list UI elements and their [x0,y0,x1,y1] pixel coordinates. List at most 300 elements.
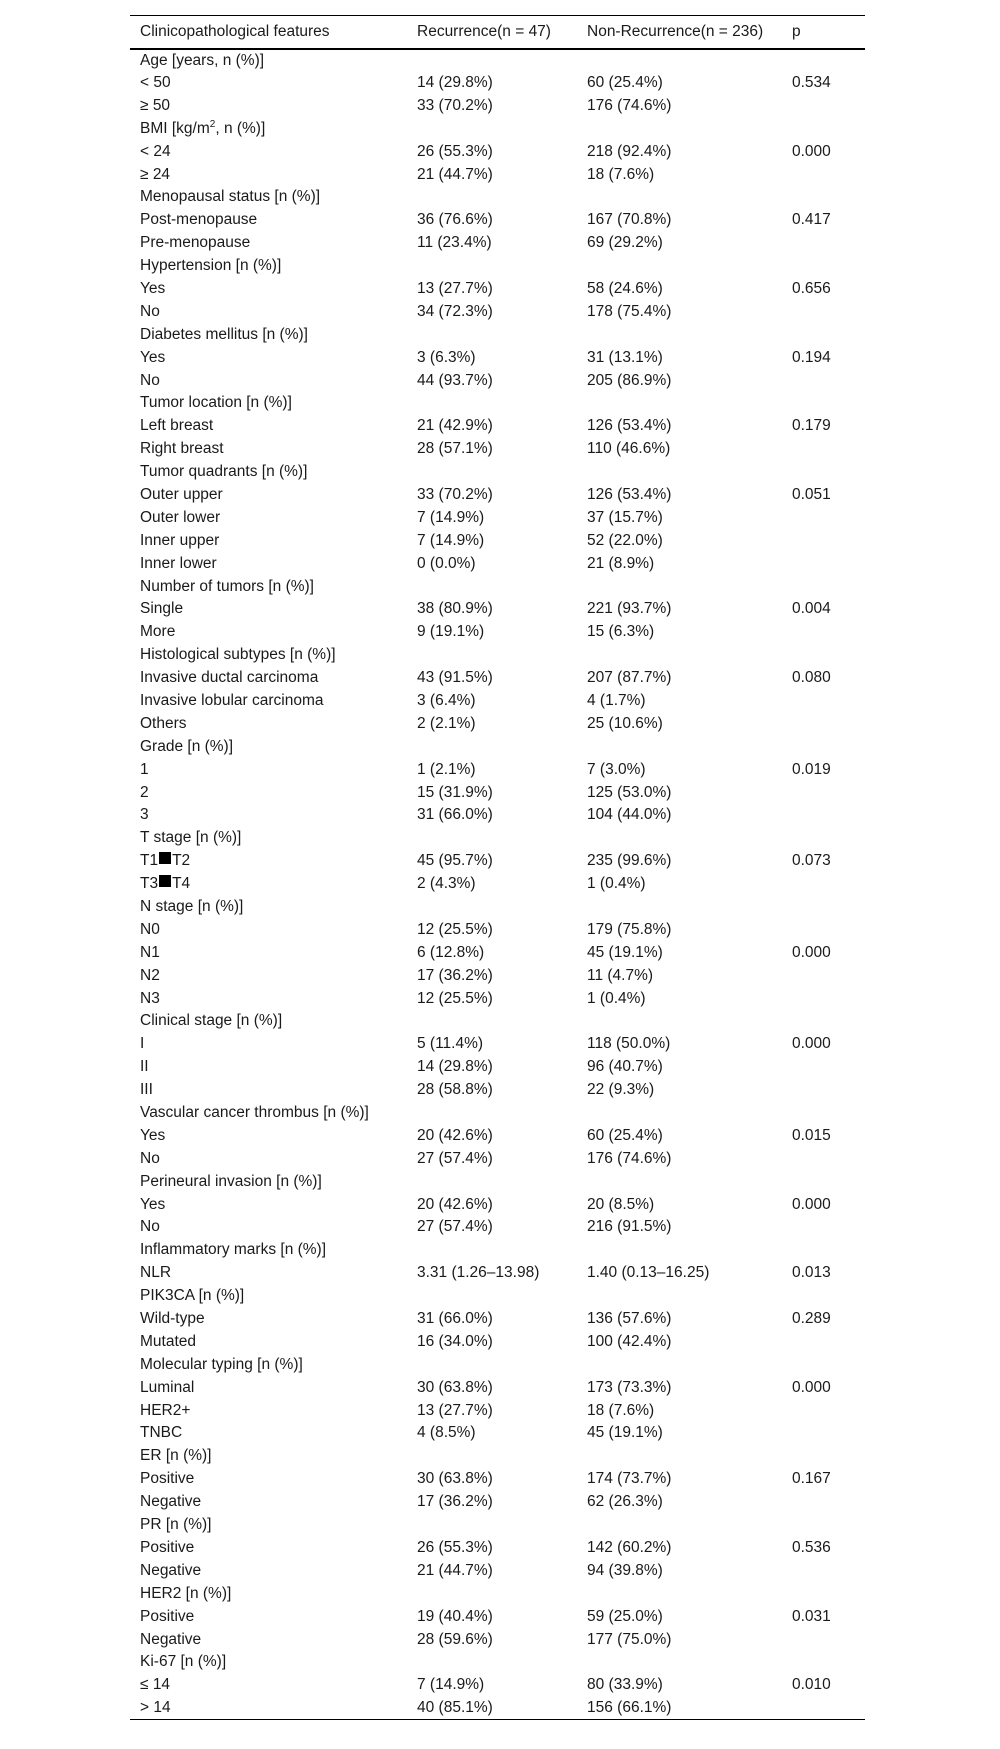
non-recurrence-cell: 100 (42.4%) [587,1332,672,1350]
feature-cell: N3 [140,989,160,1007]
header-recurrence: Recurrence(n = 47) [417,22,551,40]
table-row [130,163,865,186]
recurrence-cell: 21 (44.7%) [417,1561,493,1579]
recurrence-cell: 28 (58.8%) [417,1081,493,1099]
table-row [130,1079,865,1102]
p-value-cell [782,506,865,529]
feature-cell: TNBC [140,1424,183,1442]
recurrence-cell: 30 (63.8%) [417,1470,493,1488]
black-square-icon [159,875,171,887]
p-value-cell: 0.289 [792,1310,831,1328]
p-value-cell [782,918,865,941]
p-value-cell [782,1582,865,1605]
header-p-value: p [792,22,801,40]
recurrence-cell: 5 (11.4%) [417,1035,484,1053]
recurrence-cell [407,1239,577,1262]
p-value-cell [782,1422,865,1445]
p-value-cell: 0.536 [792,1538,831,1556]
non-recurrence-cell [577,323,782,346]
p-value-cell [782,987,865,1010]
feature-cell: Inner lower [140,554,217,572]
recurrence-cell: 20 (42.6%) [417,1126,493,1144]
recurrence-cell: 17 (36.2%) [417,1493,493,1511]
recurrence-cell [407,1170,577,1193]
table-row [130,209,865,232]
non-recurrence-cell [577,896,782,919]
category-row [130,255,865,278]
recurrence-cell [407,186,577,209]
feature-cell: < 50 [140,73,171,91]
table-row [130,1262,865,1285]
recurrence-cell: 3 (6.3%) [417,348,476,366]
feature-cell: Others [140,714,187,732]
recurrence-cell [407,896,577,919]
non-recurrence-cell: 94 (39.8%) [587,1561,663,1579]
p-value-cell [782,1079,865,1102]
table-row [130,438,865,461]
table-row [130,552,865,575]
table-row [130,1468,865,1491]
table-row [130,690,865,713]
table-row [130,1308,865,1331]
table-row [130,529,865,552]
p-value-cell: 0.167 [792,1470,831,1488]
non-recurrence-cell: 177 (75.0%) [587,1630,672,1648]
table-row [130,598,865,621]
p-value-cell [782,1628,865,1651]
recurrence-cell: 2 (4.3%) [417,875,476,893]
p-value-cell [782,1445,865,1468]
non-recurrence-cell: 207 (87.7%) [587,669,672,687]
table-row [130,300,865,323]
feature-cell: N0 [140,920,160,938]
recurrence-cell: 44 (93.7%) [417,371,493,389]
p-value-cell [782,1170,865,1193]
table-row [130,346,865,369]
non-recurrence-cell [577,827,782,850]
feature-cell: Outer upper [140,485,223,503]
p-value-cell [782,873,865,896]
non-recurrence-cell: 110 (46.6%) [587,440,671,458]
non-recurrence-cell [577,1170,782,1193]
p-value-cell: 0.179 [792,417,831,435]
non-recurrence-cell: 167 (70.8%) [587,211,672,229]
feature-cell: No [140,302,160,320]
recurrence-cell: 21 (44.7%) [417,165,493,183]
p-value-cell: 0.015 [792,1126,831,1144]
category-row [130,644,865,667]
table-row [130,1628,865,1651]
p-value-cell: 0.194 [792,348,831,366]
feature-cell: Outer lower [140,508,221,526]
feature-cell: Number of tumors [n (%)] [140,577,314,595]
p-value-cell [782,1216,865,1239]
p-value-cell [782,1559,865,1582]
table-row [130,941,865,964]
table-row [130,1559,865,1582]
feature-cell: No [140,1149,160,1167]
recurrence-cell [407,1285,577,1308]
non-recurrence-cell [577,1285,782,1308]
p-value-cell [782,392,865,415]
non-recurrence-cell [577,255,782,278]
p-value-cell [782,1651,865,1674]
feature-cell: 1 [140,760,149,778]
category-row [130,827,865,850]
table-row [130,232,865,255]
recurrence-cell [407,323,577,346]
recurrence-cell [407,117,577,140]
feature-cell: Yes [140,279,166,297]
non-recurrence-cell: 118 (50.0%) [587,1035,671,1053]
non-recurrence-cell: 178 (75.4%) [587,302,672,320]
recurrence-cell [407,735,577,758]
non-recurrence-cell: 126 (53.4%) [587,485,672,503]
recurrence-cell: 14 (29.8%) [417,73,493,91]
feature-cell: Ki-67 [n (%)] [140,1653,227,1671]
recurrence-cell: 38 (80.9%) [417,600,493,618]
p-value-cell: 0.031 [792,1607,831,1625]
feature-cell: Right breast [140,440,224,458]
recurrence-cell [407,255,577,278]
p-value-cell [782,964,865,987]
recurrence-cell: 13 (27.7%) [417,1401,493,1419]
recurrence-cell: 7 (14.9%) [417,1676,485,1694]
table-row [130,484,865,507]
table-row [130,712,865,735]
non-recurrence-cell: 173 (73.3%) [587,1378,672,1396]
feature-cell: Histological subtypes [n (%)] [140,646,336,664]
non-recurrence-cell: 18 (7.6%) [587,1401,655,1419]
feature-cell: Molecular typing [n (%)] [140,1355,303,1373]
non-recurrence-cell: 205 (86.9%) [587,371,672,389]
recurrence-cell [407,461,577,484]
table-row [130,1399,865,1422]
table-row [130,1330,865,1353]
feature-cell: HER2+ [140,1401,191,1419]
recurrence-cell: 31 (66.0%) [417,806,493,824]
table-row [130,1124,865,1147]
non-recurrence-cell [577,392,782,415]
non-recurrence-cell: 216 (91.5%) [587,1218,672,1236]
table-row [130,1422,865,1445]
table-header [130,16,865,49]
table-row [130,781,865,804]
p-value-cell [782,300,865,323]
feature-cell: Luminal [140,1378,195,1396]
recurrence-cell: 19 (40.4%) [417,1607,493,1625]
p-value-cell: 0.000 [792,1378,831,1396]
p-value-cell [782,1147,865,1170]
p-value-cell [782,1285,865,1308]
non-recurrence-cell: 59 (25.0%) [587,1607,663,1625]
table-row [130,1376,865,1399]
category-row [130,117,865,140]
p-value-cell [782,94,865,117]
recurrence-cell [407,575,577,598]
feature-cell: < 24 [140,142,171,160]
p-value-cell [782,1399,865,1422]
p-value-cell [782,735,865,758]
feature-cell: ≥ 50 [140,96,171,114]
table-row [130,1193,865,1216]
table-row [130,1147,865,1170]
feature-cell: Age [years, n (%)] [140,51,265,69]
recurrence-cell: 33 (70.2%) [417,485,493,503]
non-recurrence-cell: 62 (26.3%) [587,1493,663,1511]
recurrence-cell: 33 (70.2%) [417,96,493,114]
table-row [130,1537,865,1560]
recurrence-cell: 13 (27.7%) [417,279,493,297]
category-row [130,1353,865,1376]
feature-cell: Mutated [140,1332,197,1350]
recurrence-cell [407,49,577,72]
feature-cell: Perineural invasion [n (%)] [140,1172,322,1190]
recurrence-cell: 21 (42.9%) [417,417,493,435]
feature-cell: 2 [140,783,149,801]
recurrence-cell [407,392,577,415]
feature-cell: Yes [140,1195,166,1213]
non-recurrence-cell: 52 (22.0%) [587,531,663,549]
recurrence-cell: 27 (57.4%) [417,1218,493,1236]
non-recurrence-cell: 126 (53.4%) [587,417,672,435]
p-value-cell [782,1056,865,1079]
recurrence-cell: 15 (31.9%) [417,783,493,801]
table-row [130,278,865,301]
p-value-cell: 0.010 [792,1676,831,1694]
recurrence-cell [407,1651,577,1674]
non-recurrence-cell [577,186,782,209]
non-recurrence-cell [577,644,782,667]
p-value-cell: 0.013 [792,1264,831,1282]
feature-cell: Left breast [140,417,214,435]
p-value-cell [782,1514,865,1537]
category-row [130,1582,865,1605]
clinicopathological-table [130,15,865,1720]
feature-cell: T stage [n (%)] [140,829,242,847]
feature-cell: No [140,1218,160,1236]
feature-cell: Vascular cancer thrombus [n (%)] [140,1104,369,1122]
feature-cell: 3 [140,806,149,824]
recurrence-cell: 43 (91.5%) [417,669,493,687]
non-recurrence-cell [577,1239,782,1262]
recurrence-cell [407,1445,577,1468]
table-row [130,1605,865,1628]
table-row [130,1216,865,1239]
non-recurrence-cell [577,1445,782,1468]
non-recurrence-cell: 69 (29.2%) [587,234,663,252]
non-recurrence-cell: 176 (74.6%) [587,1149,672,1167]
p-value-cell [782,896,865,919]
non-recurrence-cell: 80 (33.9%) [587,1676,663,1694]
table-row [130,758,865,781]
non-recurrence-cell: 142 (60.2%) [587,1538,672,1556]
feature-cell: NLR [140,1264,172,1282]
non-recurrence-cell [577,1514,782,1537]
feature-cell: Invasive lobular carcinoma [140,691,324,709]
table-row [130,94,865,117]
recurrence-cell: 40 (85.1%) [417,1698,493,1716]
p-value-cell: 0.534 [792,73,831,91]
recurrence-cell: 31 (66.0%) [417,1310,493,1328]
category-row [130,735,865,758]
feature-cell: Hypertension [n (%)] [140,257,282,275]
p-value-cell [782,49,865,72]
recurrence-cell: 28 (59.6%) [417,1630,493,1648]
recurrence-cell [407,1010,577,1033]
non-recurrence-cell: 25 (10.6%) [587,714,663,732]
p-value-cell: 0.000 [792,142,831,160]
non-recurrence-cell [577,49,782,72]
table-row [130,506,865,529]
category-row [130,1285,865,1308]
non-recurrence-cell: 31 (13.1%) [587,348,663,366]
feature-cell: PIK3CA [n (%)] [140,1287,245,1305]
recurrence-cell: 3.31 (1.26–13.98) [417,1264,540,1282]
recurrence-cell [407,1514,577,1537]
p-value-cell: 0.019 [792,760,831,778]
p-value-cell [782,1010,865,1033]
non-recurrence-cell: 96 (40.7%) [587,1058,663,1076]
recurrence-cell [407,1353,577,1376]
feature-cell: T1 T2 [140,852,191,870]
feature-cell: Positive [140,1470,195,1488]
recurrence-cell: 17 (36.2%) [417,966,493,984]
recurrence-cell: 12 (25.5%) [417,989,493,1007]
category-row [130,575,865,598]
non-recurrence-cell: 7 (3.0%) [587,760,646,778]
feature-cell: More [140,623,176,641]
header-features: Clinicopathological features [140,22,330,40]
category-row [130,49,865,72]
non-recurrence-cell: 60 (25.4%) [587,73,663,91]
p-value-cell [782,621,865,644]
category-row [130,1514,865,1537]
non-recurrence-cell: 136 (57.6%) [587,1310,672,1328]
recurrence-cell: 4 (8.5%) [417,1424,476,1442]
p-value-cell: 0.080 [792,669,831,687]
non-recurrence-cell: 20 (8.5%) [587,1195,655,1213]
table-row [130,1056,865,1079]
non-recurrence-cell [577,1651,782,1674]
non-recurrence-cell: 60 (25.4%) [587,1126,663,1144]
table-row [130,804,865,827]
p-value-cell: 0.656 [792,279,831,297]
recurrence-cell [407,1102,577,1125]
table-row [130,1033,865,1056]
feature-cell: > 14 [140,1698,171,1716]
feature-cell: Menopausal status [n (%)] [140,188,321,206]
category-row [130,323,865,346]
recurrence-cell: 16 (34.0%) [417,1332,493,1350]
non-recurrence-cell: 218 (92.4%) [587,142,672,160]
feature-cell: Yes [140,1126,166,1144]
p-value-cell [782,1491,865,1514]
non-recurrence-cell [577,461,782,484]
feature-cell: ≥ 24 [140,165,171,183]
feature-cell: Clinical stage [n (%)] [140,1012,283,1030]
p-value-cell: 0.417 [792,211,831,229]
recurrence-cell: 20 (42.6%) [417,1195,493,1213]
category-row [130,1102,865,1125]
feature-cell: Single [140,600,184,618]
p-value-cell [782,438,865,461]
feature-cell: Negative [140,1493,202,1511]
p-value-cell: 0.000 [792,943,831,961]
feature-cell: Post-menopause [140,211,258,229]
feature-cell: I [140,1035,145,1053]
feature-cell: ER [n (%)] [140,1447,212,1465]
p-value-cell [782,804,865,827]
p-value-cell [782,1239,865,1262]
recurrence-cell: 14 (29.8%) [417,1058,493,1076]
feature-cell: Positive [140,1538,195,1556]
non-recurrence-cell: 176 (74.6%) [587,96,672,114]
non-recurrence-cell: 174 (73.7%) [587,1470,672,1488]
p-value-cell [782,529,865,552]
p-value-cell [782,232,865,255]
recurrence-cell: 26 (55.3%) [417,142,493,160]
table-row [130,140,865,163]
non-recurrence-cell [577,1010,782,1033]
p-value-cell [782,255,865,278]
category-row [130,1239,865,1262]
recurrence-cell: 7 (14.9%) [417,508,485,526]
category-row [130,1010,865,1033]
table-row [130,918,865,941]
non-recurrence-cell: 21 (8.9%) [587,554,655,572]
p-value-cell [782,117,865,140]
p-value-cell [782,712,865,735]
table-row [130,987,865,1010]
category-row [130,1651,865,1674]
feature-cell: T3 T4 [140,875,191,893]
feature-cell: PR [n (%)] [140,1516,212,1534]
p-value-cell [782,827,865,850]
p-value-cell: 0.004 [792,600,831,618]
feature-cell: HER2 [n (%)] [140,1584,232,1602]
non-recurrence-cell: 235 (99.6%) [587,852,672,870]
table-row [130,369,865,392]
feature-cell: Inner upper [140,531,220,549]
p-value-cell [782,1353,865,1376]
non-recurrence-cell: 18 (7.6%) [587,165,655,183]
feature-cell: Negative [140,1561,202,1579]
table-row [130,964,865,987]
table-body [130,49,865,1720]
non-recurrence-cell: 179 (75.8%) [587,920,672,938]
feature-cell: Invasive ductal carcinoma [140,669,319,687]
p-value-cell: 0.073 [792,852,831,870]
p-value-cell: 0.051 [792,485,831,503]
recurrence-cell: 9 (19.1%) [417,623,485,641]
feature-cell: II [140,1058,149,1076]
p-value-cell [782,461,865,484]
recurrence-cell: 26 (55.3%) [417,1538,493,1556]
feature-cell: Positive [140,1607,195,1625]
table-row [130,667,865,690]
non-recurrence-cell: 58 (24.6%) [587,279,663,297]
category-row [130,1445,865,1468]
non-recurrence-cell [577,1353,782,1376]
recurrence-cell: 7 (14.9%) [417,531,485,549]
p-value-cell [782,781,865,804]
header-row [130,16,865,49]
feature-cell: Pre-menopause [140,234,251,252]
feature-cell: No [140,371,160,389]
table-row [130,621,865,644]
non-recurrence-cell [577,117,782,140]
